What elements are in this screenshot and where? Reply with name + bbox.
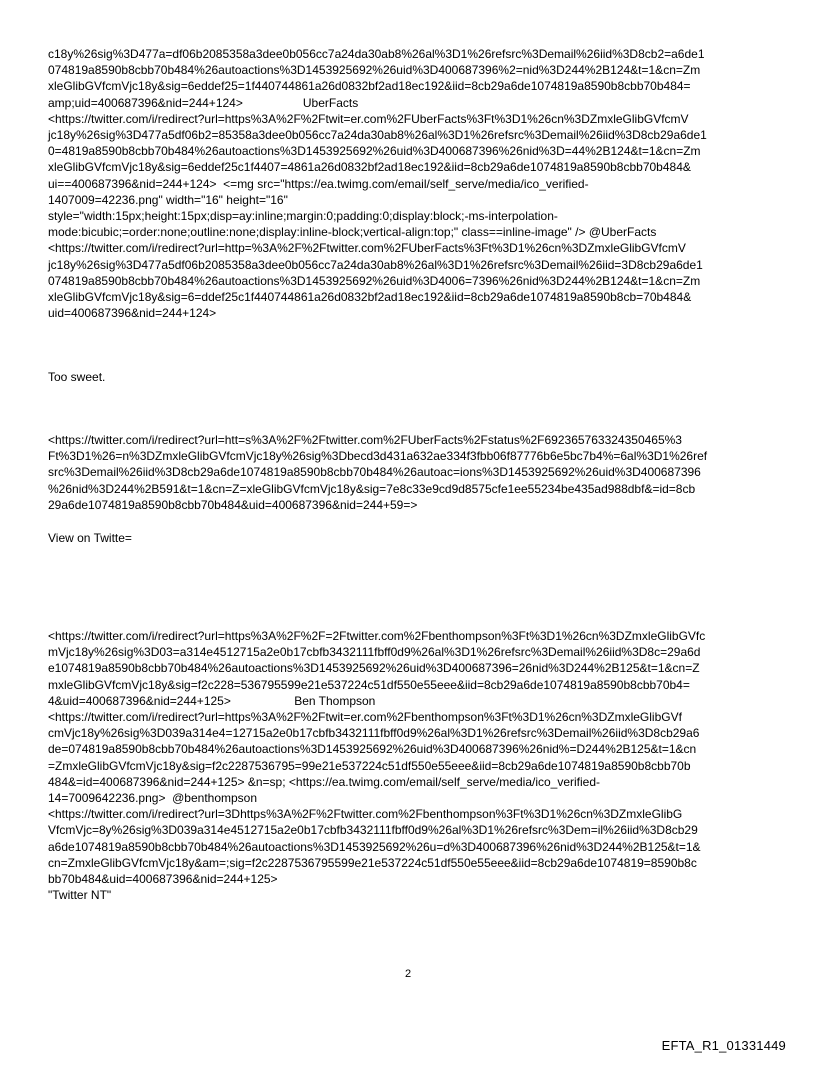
text-line: <https://twitter.com/i/redirect?url=https%3A%2F%2Ftwit=er.com%2Fbenthompson%3Ft%3D1%26cn%3DZmxleGlibGVf xyxy=(48,710,682,725)
text-line: mxleGlibGVfcmVjc18y&sig=f2c228=536795599e21e537224c51df550e55eee&iid=8cb29a6de1074819a8590b8cbb70b4= xyxy=(48,677,690,692)
text-line: %26nid%3D244%2B591&t=1&cn=Z=xleGlibGVfcmVjc18y&sig=7e8c33e9cd9d8575cfe1ee55234be435ad988dbf&=id=8cb xyxy=(48,481,696,496)
text-line: <https://twitter.com/i/redirect?url=https%3A%2F%2Ftwit=er.com%2FUberFacts%3Ft%3D1%26cn%3DZmxleGlibGVfcmV xyxy=(48,111,689,126)
text-line: cn=ZmxleGlibGVfcmVjc18y&am=;sig=f2c2287536795599e21e537224c51df550e55eee&iid=8cb29a6de1074819=8590b8c xyxy=(48,855,697,870)
text-line: View on Twitte= xyxy=(48,531,132,545)
text-block-view-on-twitter xyxy=(48,530,770,546)
text-line: Ft%3D1%26=n%3DZmxleGlibGVfcmVjc18y%26sig%3Dbecd3d431a632ae334f3fbb06f87776b6e5bc7b4%=6al%3D1%26ref xyxy=(48,449,708,464)
text-block-twitter-nt xyxy=(48,887,770,903)
text-line: mode:bicubic;=order:none;outline:none;display:inline-block;vertical-align:top;" class==inline-image" /> @UberFacts xyxy=(48,225,657,240)
text-line: <https://twitter.com/i/redirect?url=https%3A%2F%2F=2Ftwitter.com%2Fbenthompson%3Ft%3D1%26cn%3DZmxleGlibGVfc xyxy=(48,629,706,643)
text-line: 4&uid=400687396&nid=244+125> Ben Thompson xyxy=(48,693,376,708)
text-line: 0=4819a8590b8cbb70b484%26autoactions%3D1453925692%26uid%3D400687396%26nid%3D=44%2B124&t=1&cn=Zm xyxy=(48,144,701,159)
text-line: uid=400687396&nid=244+124> xyxy=(48,306,217,321)
text-line: xleGlibGVfcmVjc18y&sig=6eddef25c1f4407=4861a26d0832bf2ad18ec192&iid=8cb29a6de1074819a8590b8cbb70b484& xyxy=(48,160,691,175)
document-id-footer: EFTA_R1_01331449 xyxy=(661,1038,786,1053)
text-line: <https://twitter.com/i/redirect?url=htt=s%3A%2F%2Ftwitter.com%2FUberFacts%2Fstatus%2F692365763324350465%3 xyxy=(48,433,682,447)
text-block-too-sweet xyxy=(48,369,770,385)
text-line: amp;uid=400687396&nid=244+124> UberFacts xyxy=(48,95,359,110)
text-line: style="width:15px;height:15px;disp=ay:inline;margin:0;padding:0;display:block;-ms-interpolation- xyxy=(48,209,558,224)
text-line: Too sweet. xyxy=(48,370,106,384)
text-line: <https://twitter.com/i/redirect?url=http=%3A%2F%2Ftwitter.com%2FUberFacts%3Ft%3D1%26cn%3DZmxleGlibGVfcmV xyxy=(48,241,686,256)
text-line: VfcmVjc=8y%26sig%3D039a314e4512715a2e0b17cbfb3432111fbff0d9%26al%3D1%26refsrc%3Dem=il%26iid%3D8cb29 xyxy=(48,823,698,838)
text-block-benthompson-links xyxy=(48,628,770,887)
text-line: 14=7009642236.png> @benthompson xyxy=(48,791,258,806)
text-line: 074819a8590b8cbb70b484%26autoactions%3D1453925692%26uid%3D4006=7396%26nid%3D244%2B124&t=1&cn=Zm xyxy=(48,273,701,288)
text-block-uberfacts-links xyxy=(48,46,770,321)
text-line: =ZmxleGlibGVfcmVjc18y&sig=f2c2287536795=99e21e537224c51df550e55eee&iid=8cb29a6de1074819a8590b8cbb70b xyxy=(48,758,691,773)
text-line: jc18y%26sig%3D477a5df06b2085358a3dee0b056cc7a24da30ab8%26al%3D1%26refsrc%3Demail%26iid=3D8cb29a6de1 xyxy=(48,257,703,272)
page-number: 2 xyxy=(404,968,412,980)
text-line: xleGlibGVfcmVjc18y&sig=6eddef25=1f440744861a26d0832bf2ad18ec192&iid=8cb29a6de1074819a8590b8cbb70b484= xyxy=(48,79,691,94)
text-line: 074819a8590b8cbb70b484%26autoactions%3D1453925692%26uid%3D400687396%2=nid%3D244%2B124&t=1&cn=Zm xyxy=(48,63,701,78)
text-line: c18y%26sig%3D477a=df06b2085358a3dee0b056cc7a24da30ab8%26al%3D1%26refsrc%3Demail%26iid%3D8cb2=a6de1 xyxy=(48,47,705,61)
text-line: mVjc18y%26sig%3D03=a314e4512715a2e0b17cbfb3432111fbff0d9%26al%3D1%26refsrc%3Demail%26iid%3D8c=29a6d xyxy=(48,645,701,660)
text-line: de=074819a8590b8cbb70b484%26autoactions%3D1453925692%26uid%3D400687396%26nid%=D244%2B125&t=1&cn xyxy=(48,742,697,757)
text-line: xleGlibGVfcmVjc18y&sig=6=ddef25c1f440744861a26d0832bf2ad18ec192&iid=8cb29a6de1074819a8590b8cb=70b484& xyxy=(48,290,692,305)
text-line: cmVjc18y%26sig%3D039a314e4=12715a2e0b17cbfb3432111fbff0d9%26al%3D1%26refsrc%3Demail%26iid%3D8cb29a6 xyxy=(48,726,700,741)
text-line: e1074819a8590b8cbb70b484%26autoactions%3D1453925692%26uid%3D400687396=26nid%3D244%2B125&t=1&cn=Z xyxy=(48,661,700,676)
text-line: "Twitter NT" xyxy=(48,888,112,902)
text-line: 484&=id=400687396&nid=244+125> &n=sp; <https://ea.twimg.com/email/self_serve/media/ico_verified- xyxy=(48,774,601,789)
text-line: ui==400687396&nid=244+124> <=mg src="https://ea.twimg.com/email/self_serve/media/ico_verified- xyxy=(48,176,589,191)
text-line: jc18y%26sig%3D477a5df06b2=85358a3dee0b056cc7a24da30ab8%26al%3D1%26refsrc%3Demail%26iid%3D8cb29a6de1 xyxy=(48,128,707,143)
text-line: bb70b484&uid=400687396&nid=244+125> xyxy=(48,872,278,887)
text-block-status-link xyxy=(48,432,770,513)
text-line: 1407009=42236.png" width="16" height="16" xyxy=(48,192,288,207)
text-line: 29a6de1074819a8590b8cbb70b484&uid=400687396&nid=244+59=> xyxy=(48,497,418,512)
text-line: src%3Demail%26iid%3D8cb29a6de1074819a8590b8cbb70b484%26autoac=ions%3D1453925692%26uid%3D400687396 xyxy=(48,465,701,480)
text-line: <https://twitter.com/i/redirect?url=3Dhttps%3A%2F%2Ftwitter.com%2Fbenthompson%3Ft%3D1%26cn%3DZmxleGlibG xyxy=(48,807,683,822)
text-line: a6de1074819a8590b8cbb70b484%26autoactions%3D1453925692%26u=d%3D400687396%26nid%3D244%2B125&t=1& xyxy=(48,839,701,854)
